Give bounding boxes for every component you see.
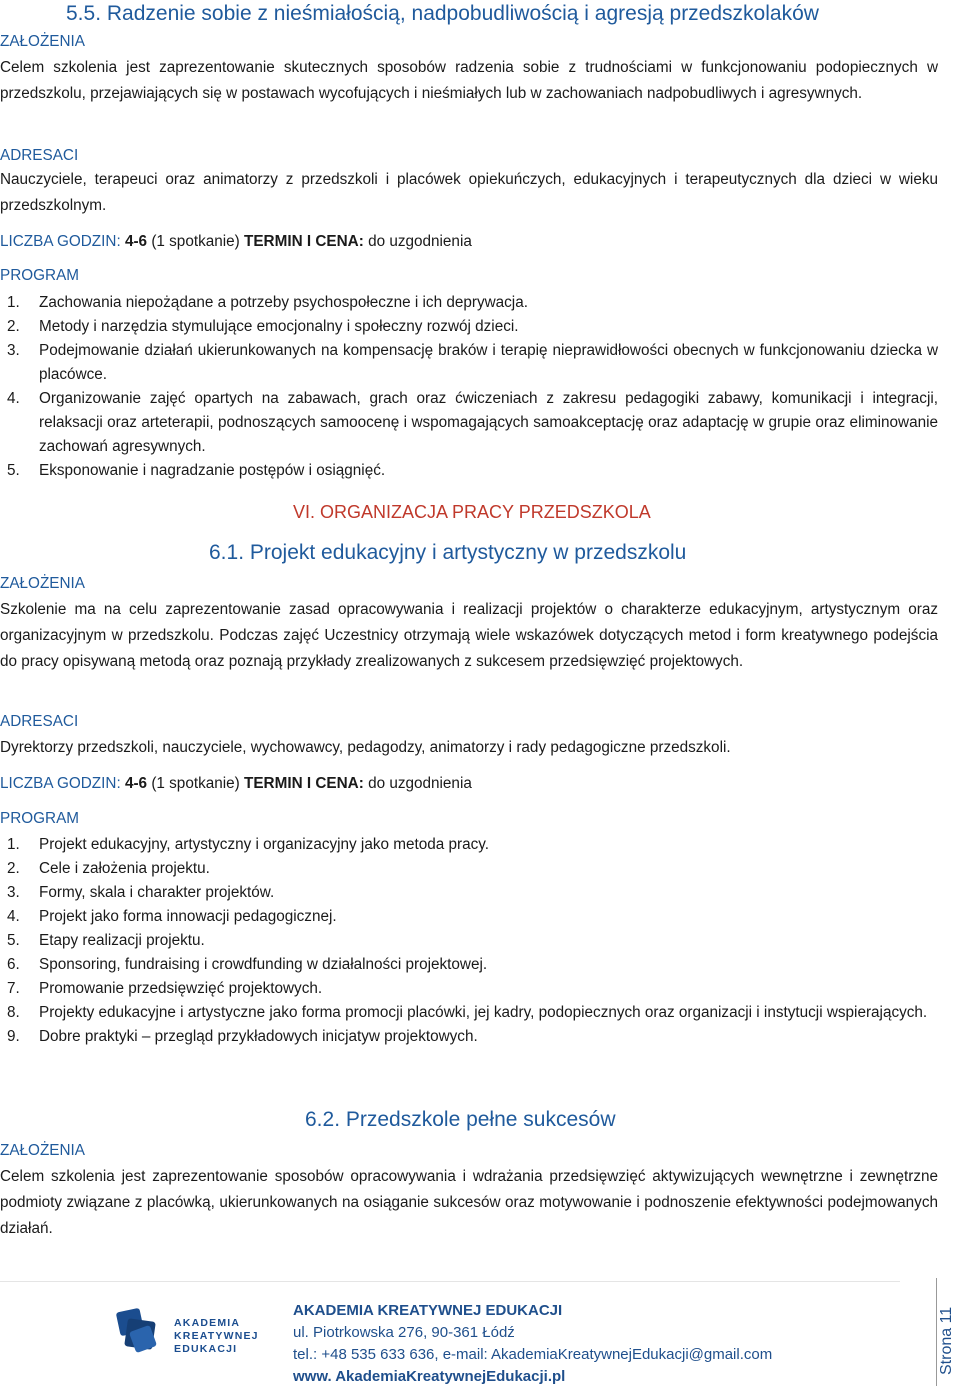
item-number: 9.: [7, 1028, 20, 1045]
section-title-5-5: 5.5. Radzenie sobie z nieśmiałością, nadpobudliwością i agresją przedszkolaków: [66, 2, 819, 25]
program-item: [7, 1025, 938, 1049]
item-number: 2.: [7, 860, 20, 877]
term-price-label: TERMIN I CENA:: [244, 233, 364, 250]
term-price-label: TERMIN I CENA:: [244, 775, 364, 792]
program-item: [7, 315, 938, 339]
assumptions-label: ZAŁOŻENIA: [0, 575, 85, 592]
program-item: [7, 881, 938, 905]
item-text: Cele i założenia projektu.: [39, 860, 210, 877]
item-text: Dobre praktyki – przegląd przykładowych inicjatyw projektowych.: [39, 1028, 478, 1045]
footer-contact: [293, 1300, 772, 1388]
item-number: 1.: [7, 294, 20, 311]
item-number: 8.: [7, 1004, 20, 1021]
program-item: [7, 339, 938, 387]
item-text: Projekty edukacyjne i artystyczne jako forma promocji placówki, jej kadry, podopiecznych oraz organizacji i instytucji wspierających.: [39, 1004, 928, 1021]
footer-address: ul. Piotrkowska 276, 90-361 Łódź: [293, 1324, 515, 1341]
footer-divider: [0, 1281, 900, 1282]
item-text: Podejmowanie działań ukierunkowanych na kompensację braków i terapię nieprawidłowości obecnych w funkcjonowaniu dziecka w placówce.: [39, 342, 938, 383]
assumptions-label: ZAŁOŻENIA: [0, 1142, 85, 1159]
program-item: [7, 1001, 938, 1025]
item-number: 4.: [7, 390, 20, 407]
audience-text: Dyrektorzy przedszkoli, nauczyciele, wychowawcy, pedagodzy, animatorzy i rady pedagogiczne przedszkoli.: [0, 739, 731, 756]
section-title-6-1: 6.1. Projekt edukacyjny i artystyczny w przedszkolu: [209, 541, 687, 564]
logo-text-line: KREATYWNEJ: [174, 1330, 259, 1342]
program-item: [7, 857, 938, 881]
program-list: [7, 291, 938, 483]
program-label: PROGRAM: [0, 267, 80, 284]
item-number: 5.: [7, 462, 20, 479]
term-price-value: do uzgodnienia: [368, 775, 472, 792]
hours-term-line: [0, 230, 938, 254]
hours-label: LICZBA GODZIN:: [0, 233, 121, 250]
logo-text-line: EDUKACJI: [174, 1343, 238, 1355]
item-text: Eksponowanie i nagradzanie postępów i osiągnięć.: [39, 462, 386, 479]
footer-contact-line[interactable]: tel.: +48 535 633 636, e-mail: AkademiaKreatywnejEdukacji@gmail.com: [293, 1346, 773, 1363]
item-number: 6.: [7, 956, 20, 973]
academy-logo: [116, 1306, 266, 1366]
assumptions-text: Celem szkolenia jest zaprezentowanie sposobów opracowywania i wdrażania przedsięwzięć aktywizujących wewnętrzne i zewnętrzne podmioty związane z placówką, ukierunkowanych na osiąganie sukcesów oraz motywowanie i podnoszenie efektywności podejmowanych działań.: [0, 1168, 938, 1237]
program-item: [7, 291, 938, 315]
chapter-heading: VI. ORGANIZACJA PRACY PRZEDSZKOLA: [293, 502, 651, 522]
item-text: Etapy realizacji projektu.: [39, 932, 205, 949]
footer-website-link[interactable]: www. AkademiaKreatywnejEdukacji.pl: [293, 1368, 566, 1385]
item-number: 7.: [7, 980, 20, 997]
assumptions-text: Szkolenie ma na celu zaprezentowanie zasad opracowywania i realizacji projektów o charakterze edukacyjnym, artystycznym oraz organizacyjnym w przedszkolu. Podczas zajęć Uczestnicy otrzymają wiele wskazówek dotyczących metod i form kreatywnego podejścia do pracy opisywaną metodą oraz poznają przykłady zrealizowanych z sukcesem przedsięwzięć projektowych.: [0, 601, 938, 670]
item-number: 4.: [7, 908, 20, 925]
program-item: [7, 833, 938, 857]
program-item: [7, 905, 938, 929]
hours-note: (1 spotkanie): [151, 233, 240, 250]
item-number: 3.: [7, 884, 20, 901]
item-text: Promowanie przedsięwzięć projektowych.: [39, 980, 323, 997]
page-number: Strona 11: [938, 1306, 955, 1375]
program-item: [7, 953, 938, 977]
audience-label: ADRESACI: [0, 713, 79, 730]
hours-term-line: [0, 772, 938, 796]
item-text: Organizowanie zajęć opartych na zabawach, grach oraz ćwiczeniach z zakresu pedagogiki zabawy, komunikacji i integracji, relaksacji oraz arteterapii, podnoszących samoocenę i wspomagających samoakceptację oraz adaptację w grupie oraz eliminowanie zachowań agresywnych.: [39, 390, 938, 455]
footer-org-name: AKADEMIA KREATYWNEJ EDUKACJI: [293, 1302, 563, 1319]
program-item: [7, 977, 938, 1001]
item-text: Projekt edukacyjny, artystyczny i organizacyjny jako metoda pracy.: [39, 836, 490, 853]
program-item: [7, 459, 938, 483]
hours-value: 4-6: [124, 233, 148, 250]
item-number: 3.: [7, 342, 20, 359]
item-number: 1.: [7, 836, 20, 853]
audience-text: Nauczyciele, terapeuci oraz animatorzy z przedszkoli i placówek opiekuńczych, edukacyjnych i terapeutycznych dla dzieci w wieku przedszkolnym.: [0, 171, 938, 214]
program-item: [7, 387, 938, 459]
hours-note: (1 spotkanie): [151, 775, 240, 792]
assumptions-label: ZAŁOŻENIA: [0, 33, 85, 50]
hours-value: 4-6: [124, 775, 148, 792]
item-number: 5.: [7, 932, 20, 949]
item-text: Metody i narzędzia stymulujące emocjonalny i społeczny rozwój dzieci.: [39, 318, 519, 335]
assumptions-text: Celem szkolenia jest zaprezentowanie skutecznych sposobów radzenia sobie z trudnościami w funkcjonowaniu podopiecznych w przedszkolu, przejawiających się w postawach wycofujących i nieśmiałych lub w zachowaniach nadpobudliwych i agresywnych.: [0, 59, 938, 102]
program-list: [7, 833, 938, 1049]
item-text: Zachowania niepożądane a potrzeby psychospołeczne i ich deprywacja.: [39, 294, 528, 311]
section-title-6-2: 6.2. Przedszkole pełne sukcesów: [305, 1108, 616, 1131]
program-item: [7, 929, 938, 953]
item-text: Sponsoring, fundraising i crowdfunding w działalności projektowej.: [39, 956, 488, 973]
hours-label: LICZBA GODZIN:: [0, 775, 121, 792]
item-text: Formy, skala i charakter projektów.: [39, 884, 275, 901]
program-label: PROGRAM: [0, 810, 80, 827]
item-number: 2.: [7, 318, 20, 335]
logo-text-line: AKADEMIA: [174, 1317, 241, 1329]
item-text: Projekt jako forma innowacji pedagogicznej.: [39, 908, 337, 925]
term-price-value: do uzgodnienia: [368, 233, 472, 250]
audience-label: ADRESACI: [0, 147, 79, 164]
